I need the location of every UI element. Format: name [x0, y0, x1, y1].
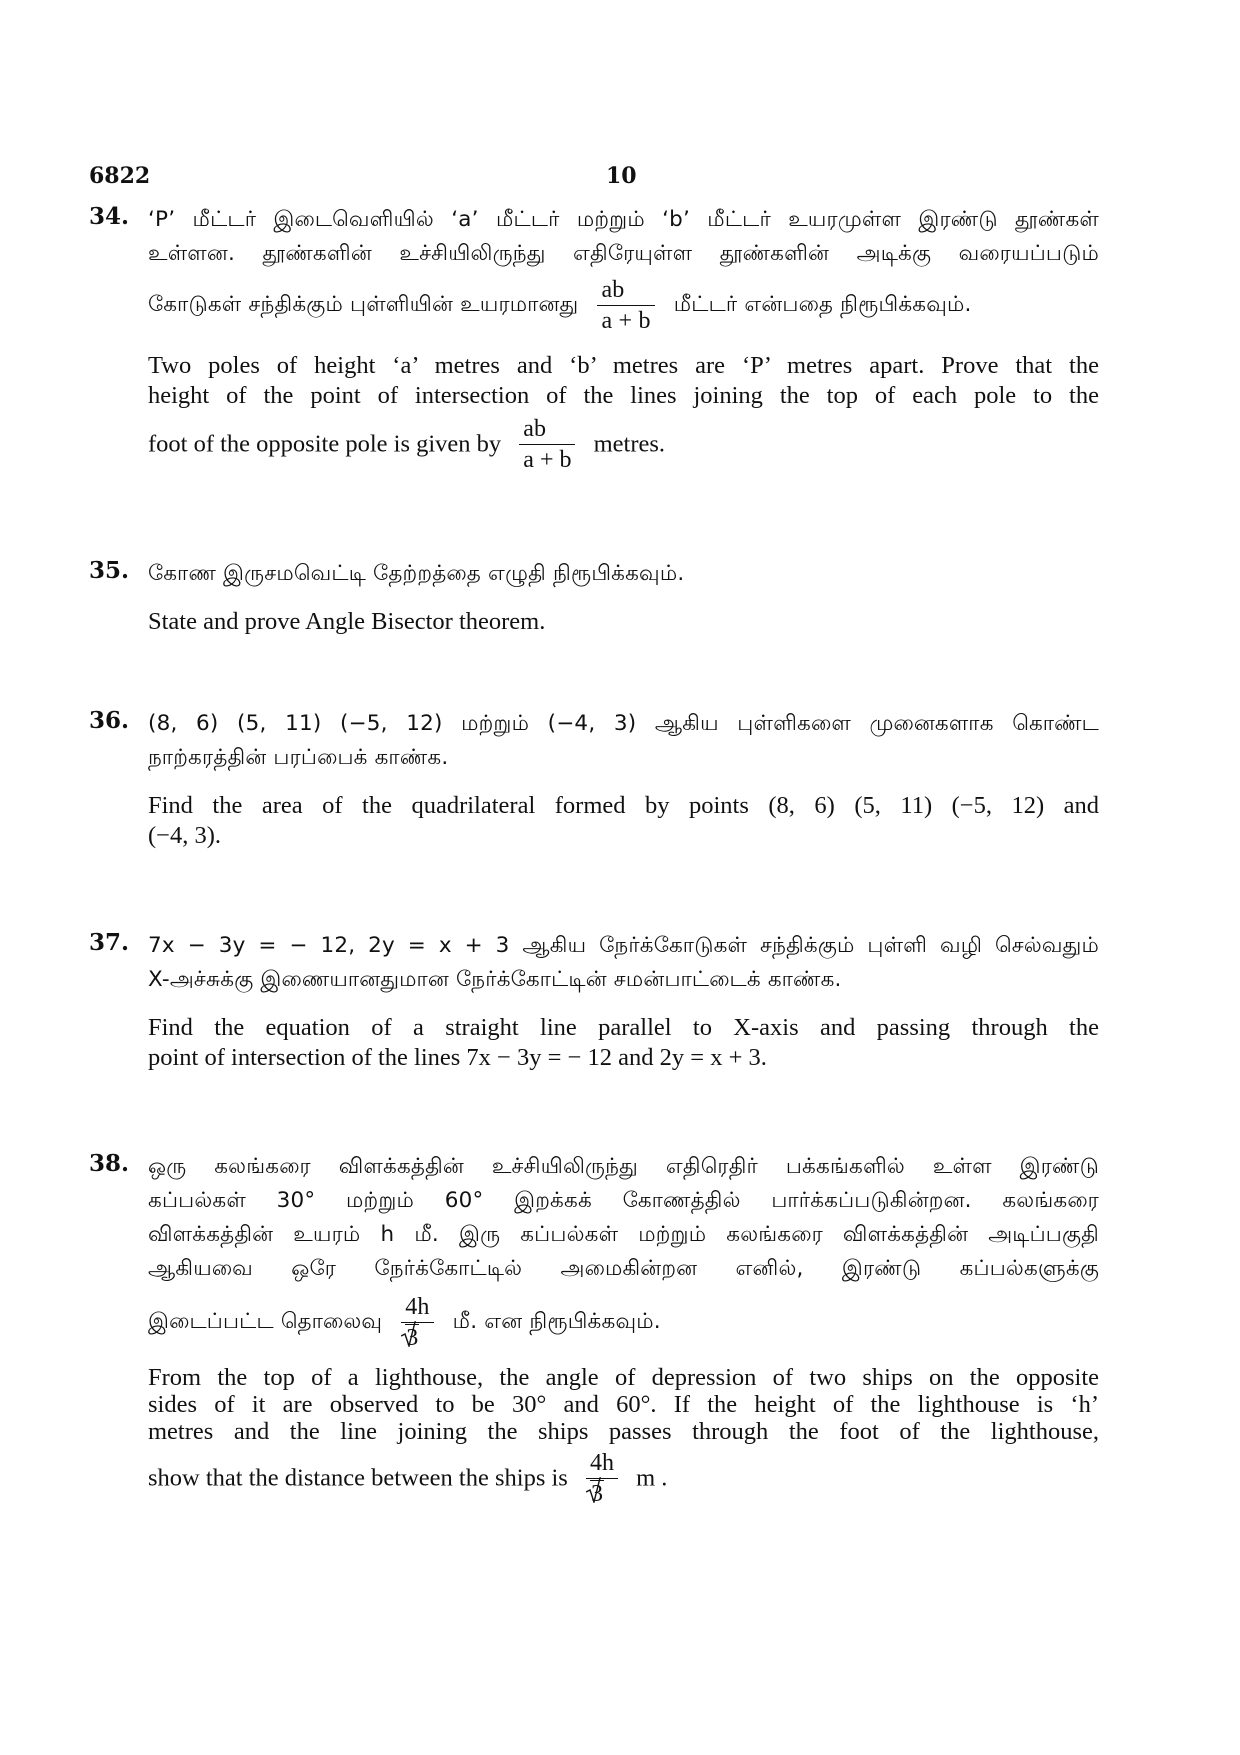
- question-english: State and prove Angle Bisector theorem.: [148, 608, 546, 635]
- question-tamil: கோண இருசமவெட்டி தேற்றத்தை எழுதி நிரூபிக்கவும்.: [148, 561, 685, 586]
- english-line: height of the point of intersection of the lines joining the top of each pole to the: [148, 382, 1099, 409]
- tamil-text: மீட்டர் என்பதை நிரூபிக்கவும்.: [673, 292, 972, 317]
- tamil-line: ‘P’ மீட்டர் இடைவெளியில் ‘a’ மீட்டர் மற்றும் ‘b’ மீட்டர் உயரமுள்ள இரண்டு தூண்கள்: [148, 207, 1099, 232]
- question-tamil: [148, 929, 1099, 997]
- english-text: show that the distance between the ships is: [148, 1464, 568, 1492]
- tamil-fraction-line: [148, 273, 1099, 337]
- english-line: Find the area of the quadrilateral formed by points (8, 6) (5, 11) (−5, 12) and: [148, 792, 1099, 819]
- tamil-line: உள்ளன. தூண்களின் உச்சியிலிருந்து எதிரேயுள்ள தூண்களின் அடிக்கு வரையப்படும்: [148, 241, 1099, 266]
- fraction-numerator: 4h: [401, 1294, 433, 1323]
- tamil-line: ஒரு கலங்கரை விளக்கத்தின் உச்சியிலிருந்து எதிரெதிர் பக்கங்களில் உள்ள இரண்டு: [148, 1154, 1099, 1179]
- english-line: sides of it are observed to be 30° and 60°. If the height of the lighthouse is ‘h’: [148, 1391, 1099, 1418]
- english-line: Find the equation of a straight line parallel to X-axis and passing through the: [148, 1014, 1099, 1041]
- english-line: From the top of a lighthouse, the angle of depression of two ships on the opposite: [148, 1364, 1099, 1391]
- english-text: m .: [636, 1464, 668, 1492]
- tamil-line: விளக்கத்தின் உயரம் h மீ. இரு கப்பல்கள் மற்றும் கலங்கரை விளக்கத்தின் அடிப்பகுதி: [148, 1222, 1099, 1247]
- question-number: 36.: [89, 707, 130, 734]
- question-36: [89, 707, 1099, 851]
- tamil-line: ஆகியவை ஒரே நேர்க்கோட்டில் அமைகின்றன எனில், இரண்டு கப்பல்களுக்கு: [148, 1256, 1099, 1281]
- fraction-denominator-radical: [586, 1479, 618, 1507]
- question-english: [148, 1364, 1099, 1510]
- radicand: 3: [406, 1324, 419, 1351]
- fraction-denominator: a + b: [523, 446, 572, 473]
- question-tamil: [148, 203, 1099, 337]
- question-number: 38.: [89, 1150, 130, 1177]
- square-root-icon: [401, 1321, 416, 1347]
- fraction-numerator: ab: [597, 277, 654, 306]
- tamil-line: 7x − 3y = − 12, 2y = x + 3 ஆகிய நேர்க்கோடுகள் சந்திக்கும் புள்ளி வழி செல்வதும்: [148, 933, 1099, 958]
- tamil-text: கோடுகள் சந்திக்கும் புள்ளியின் உயரமானது: [148, 292, 579, 317]
- fraction-denominator-radical: [401, 1323, 433, 1351]
- question-34: [89, 203, 1099, 476]
- fraction-numerator: 4h: [586, 1450, 618, 1479]
- fraction: [519, 416, 575, 473]
- radicand: 3: [590, 1480, 603, 1507]
- english-line: point of intersection of the lines 7x − 3y = − 12 and 2y = x + 3.: [148, 1044, 767, 1071]
- question-tamil: [148, 1150, 1099, 1354]
- paper-code: 6822: [89, 163, 151, 189]
- tamil-line: X-அச்சுக்கு இணையானதுமான நேர்க்கோட்டின் சமன்பாட்டைக் காண்க.: [148, 967, 842, 992]
- english-fraction-line: [148, 411, 1099, 476]
- english-text: metres.: [593, 430, 666, 458]
- english-line: (−4, 3).: [148, 822, 222, 849]
- tamil-line: (8, 6) (5, 11) (−5, 12) மற்றும் (−4, 3) ஆகிய புள்ளிகளை முனைகளாக கொண்ட: [148, 711, 1099, 736]
- tamil-text: மீ. என நிரூபிக்கவும்.: [452, 1309, 661, 1334]
- fraction-numerator: ab: [519, 416, 575, 445]
- tamil-line: கப்பல்கள் 30° மற்றும் 60° இறக்கக் கோணத்தில் பார்க்கப்படுகின்றன. கலங்கரை: [148, 1188, 1099, 1213]
- english-line: metres and the line joining the ships passes through the foot of the lighthouse,: [148, 1418, 1099, 1445]
- english-text: foot of the opposite pole is given by: [148, 430, 502, 458]
- fraction: [597, 277, 654, 334]
- square-root-icon: [586, 1477, 601, 1503]
- question-number: 34.: [89, 203, 130, 230]
- english-line: Two poles of height ‘a’ metres and ‘b’ metres are ‘P’ metres apart. Prove that the: [148, 352, 1099, 379]
- question-tamil: [148, 707, 1099, 775]
- tamil-line: நாற்கரத்தின் பரப்பைக் காண்க.: [148, 745, 449, 770]
- fraction-denominator: a + b: [601, 307, 651, 334]
- question-number: 37.: [89, 929, 130, 956]
- english-fraction-line: [148, 1445, 1099, 1510]
- fraction: [586, 1450, 618, 1507]
- fraction: [401, 1294, 433, 1351]
- tamil-fraction-line: [148, 1290, 1099, 1354]
- question-38: [89, 1150, 1099, 1510]
- question-35: [89, 557, 1099, 637]
- question-english: [148, 1013, 1099, 1073]
- question-37: [89, 929, 1099, 1073]
- page-number: 10: [606, 163, 637, 189]
- tamil-text: இடைப்பட்ட தொலைவு: [148, 1309, 383, 1334]
- question-english: [148, 791, 1099, 851]
- question-english: [148, 351, 1099, 476]
- question-number: 35.: [89, 557, 130, 584]
